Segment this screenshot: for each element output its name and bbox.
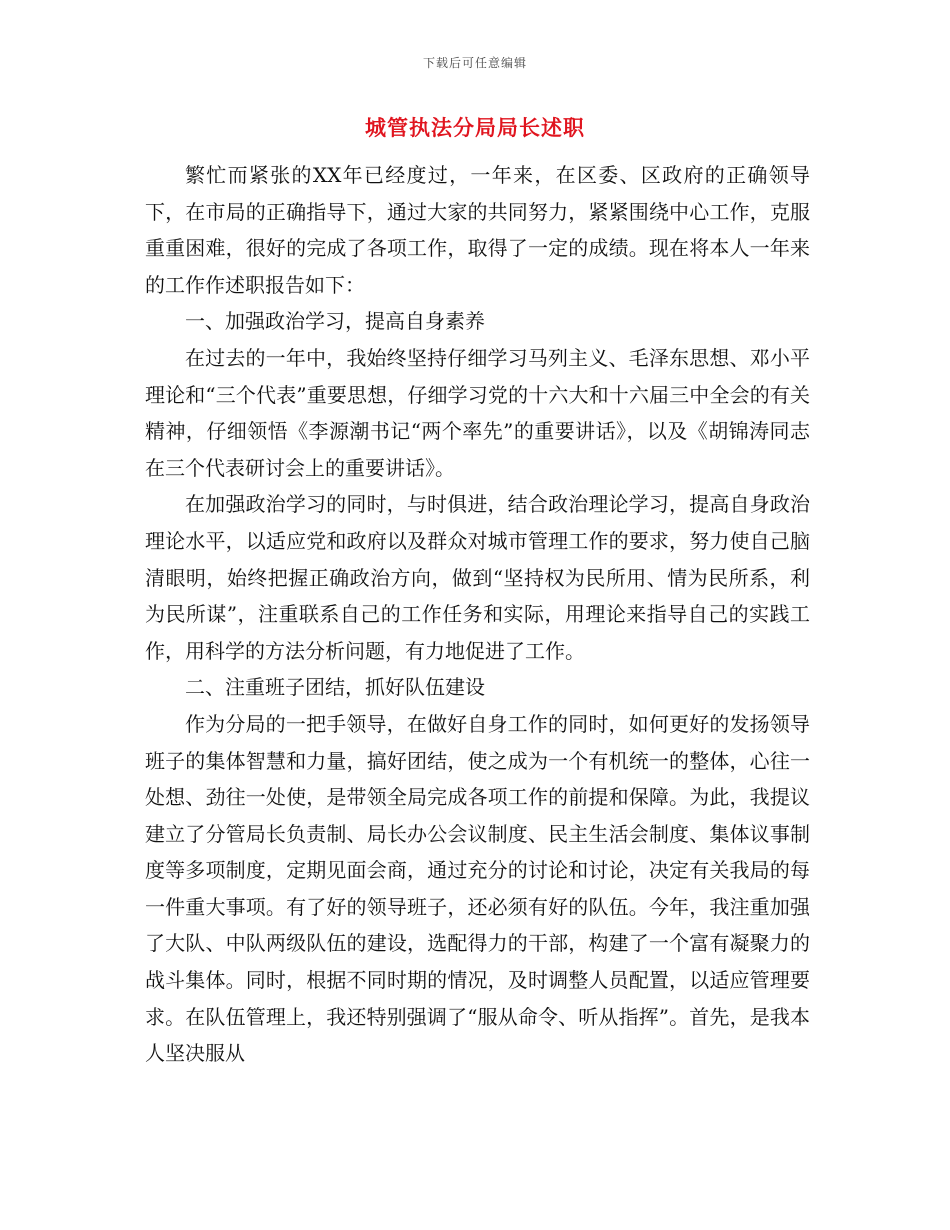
document-title: 城管执法分局局长述职 bbox=[365, 116, 585, 140]
section-heading-2: 二、注重班子团结，抓好队伍建设 bbox=[185, 675, 485, 700]
section-heading-1: 一、加强政治学习，提高自身素养 bbox=[185, 309, 485, 334]
document-body bbox=[145, 157, 810, 1072]
paragraph-team: 作为分局的一把手领导，在做好自身工作的同时，如何更好的发扬领导班子的集体智慧和力量，搞好团结，使之成为一个有机统一的整体，心往一处想、劲往一处使，是带领全局完成各项工作的前提和保障。为此，我提议建立了分管局长负责制、局长办公会议制度、民主生活会制度、集体议事制度等多项制度，定期见面会商，通过充分的讨论和讨论，决定有关我局的每一件重大事项。有了好的领导班子，还必须有好的队伍。今年，我注重加强了大队、中队两级队伍的建设，选配得力的干部，构建了一个富有凝聚力的战斗集体。同时，根据不同时期的情况，及时调整人员配置，以适应管理要求。在队伍管理上，我还特别强调了“服从命令、听从指挥”。首先，是我本人坚决服从 bbox=[145, 711, 810, 1066]
paragraph-study: 在过去的一年中，我始终坚持仔细学习马列主义、毛泽东思想、邓小平理论和“三个代表”重要思想，仔细学习党的十六大和十六届三中全会的有关精神，仔细领悟《李源潮书记“两个率先”的重要讲话》，以及《胡锦涛同志在三个代表研讨会上的重要讲话》。 bbox=[145, 345, 810, 480]
paragraph-intro: 繁忙而紧张的XX年已经度过，一年来，在区委、区政府的正确领导下，在市局的正确指导下，通过大家的共同努力，紧紧围绕中心工作，克服重重困难，很好的完成了各项工作，取得了一定的成绩。现在将本人一年来的工作作述职报告如下： bbox=[145, 163, 810, 297]
paragraph-theory: 在加强政治学习的同时，与时俱进，结合政治理论学习，提高自身政治理论水平，以适应党和政府以及群众对城市管理工作的要求，努力使自己脑清眼明，始终把握正确政治方向，做到“坚持权为民所用、情为民所系，利为民所谋”，注重联系自己的工作任务和实际，用理论来指导自己的实践工作，用科学的方法分析问题，有力地促进了工作。 bbox=[145, 492, 810, 663]
header-note: 下载后可任意编辑 bbox=[422, 56, 527, 70]
